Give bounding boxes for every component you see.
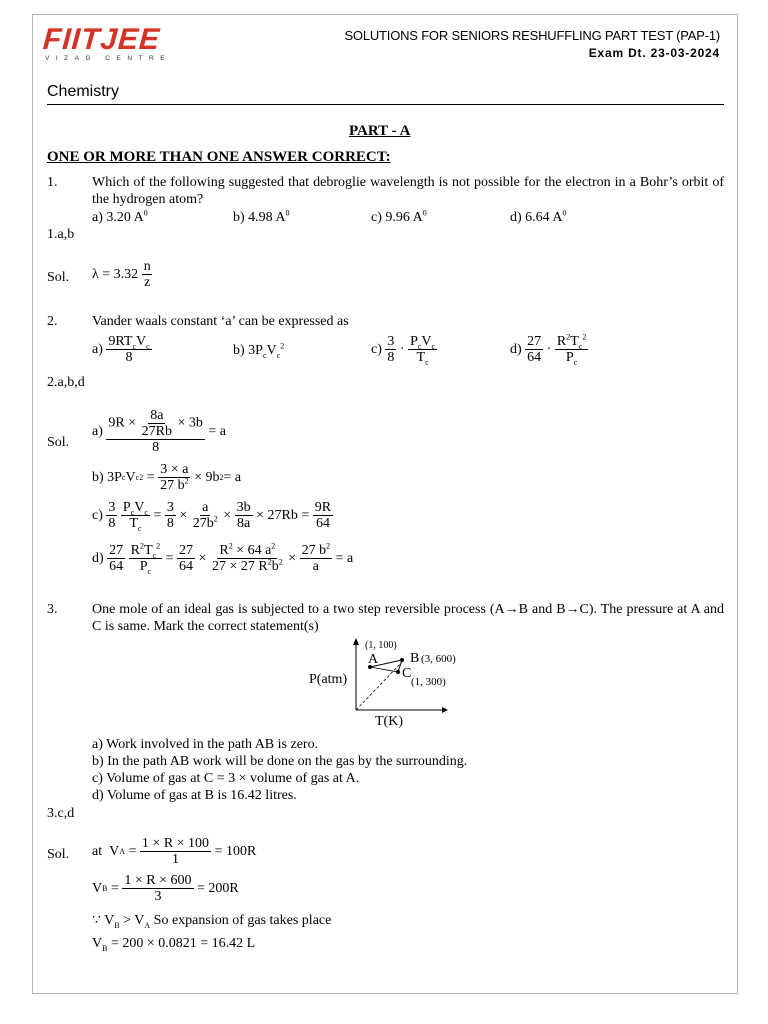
q2-option-d: d) $\frac{27}{64}$ · $\frac{R^2T_c^2}{P_c}$ — [510, 332, 587, 367]
q1-option-c: c) 9.96 $A^0$ — [371, 208, 427, 225]
q1-option-d: d) 6.64 $A^0$ — [510, 208, 567, 225]
point-b-marker — [400, 658, 404, 662]
q3-sol-vb: V B = $\frac{1 \times R \times 600}{3}$ = 200R — [92, 873, 239, 904]
exam-date: Exam Dt. 23-03-2024 — [588, 46, 720, 60]
question-3-text: One mole of an ideal gas is subjected to a two step reversible process (A→B and B→C). The pressure at A and C is same. Mark the correct statement(s) — [92, 602, 724, 634]
label-b: B — [410, 651, 420, 666]
q3-sol-label: Sol. — [47, 847, 70, 862]
question-3-answer: 3.c,d — [47, 806, 75, 821]
q3-option-d: d) Volume of gas at B is 16.42 litres. — [92, 788, 297, 803]
header-divider — [47, 104, 724, 105]
y-axis-label: P(atm) — [309, 672, 348, 687]
x-axis-label: T(K) — [375, 714, 403, 729]
q3-option-a: a) Work involved in the path AB is zero. — [92, 737, 319, 752]
question-3-number: 3. — [47, 602, 58, 617]
question-1-text: Which of the following suggested that debroglie wavelength is not possible for the electron in a Bohr’s orbit of the hydrogen atom? — [92, 175, 724, 207]
q3-sol-volume: $V_B = 200 \times 0.0821 = 16.42$ L — [92, 936, 256, 953]
q2-option-a: a) $\frac{9RT_cV_c}{8}$ — [92, 334, 150, 365]
q2-sol-a: a) 9R × $\frac{8a}{27Rb}$ × 3b 8 = a — [92, 408, 226, 455]
coord-c: (1, 300) — [411, 676, 446, 688]
q1-solution: λ = 3.32 $\frac{n}{z}$ — [92, 259, 151, 290]
q1-option-a: a) 3.20 $A^0$ — [92, 208, 148, 225]
q3-option-c: c) Volume of gas at C = 3 × volume of gas at A. — [92, 771, 360, 786]
coord-a: (1, 100) — [365, 640, 397, 651]
document-title: SOLUTIONS FOR SENIORS RESHUFFLING PART TEST (PAP-1) — [344, 28, 720, 43]
section-title: ONE OR MORE THAN ONE ANSWER CORRECT: — [47, 149, 391, 165]
fiitjee-logo: FIITJEE — [41, 23, 162, 56]
label-c: C — [402, 666, 412, 681]
q3-option-b: b) In the path AB work will be done on the gas by the surrounding. — [92, 754, 468, 769]
q2-sol-c: c) $\frac{3}{8}$ $\frac{P_cV_c}{T_c}$ = $\frac{3}{8}$ × $\frac{a}{27b^2}$ × $\frac{3b}{8a}$ × 27Rb = $\frac{9R}{64}$ — [92, 500, 332, 533]
subject-heading: Chemistry — [47, 83, 120, 100]
q3-sol-va: at V A = $\frac{1 \times R \times 100}{1}$ = 100R — [92, 836, 257, 867]
question-1-answer: 1.a,b — [47, 227, 75, 242]
q2-option-c: c) $\frac{3}{8}$ · $\frac{P_cV_c}{T_c}$ — [371, 334, 436, 367]
q3-sol-expansion: ∵ $V_B > V_A$ So expansion of gas takes place — [92, 913, 332, 930]
q1-option-b: b) 4.98 $A^0$ — [233, 208, 290, 225]
question-2-number: 2. — [47, 314, 58, 329]
logo-subtitle: VIZAG CENTRE — [45, 55, 172, 62]
q1-sol-label: Sol. — [47, 270, 70, 285]
isochore-line — [356, 662, 402, 710]
point-c-marker — [396, 670, 400, 674]
question-2-text: Vander waals constant ‘a’ can be expressed as — [92, 314, 349, 329]
label-a: A — [368, 652, 379, 667]
coord-b: (3, 600) — [421, 653, 456, 665]
q2-sol-label: Sol. — [47, 435, 70, 450]
x-axis-arrow — [442, 707, 448, 713]
y-axis-arrow — [353, 638, 359, 645]
q2-sol-b: b) 3P c V c 2 = $\frac{3 \times a}{27 b^2}$ × 9b 2 = a — [92, 462, 242, 493]
q2-sol-d: d) $\frac{27}{64}$ $\frac{R^2T_c^2}{P_c}$ = $\frac{27}{64}$ × $\frac{R^2 \times 64 a^2}{27 \times 27 R^2b^2}$ × $\frac{27 b^2}{a}$ = a — [92, 541, 354, 576]
question-1-number: 1. — [47, 175, 58, 190]
q2-option-b: b) $3P_cV_c^2$ — [233, 341, 285, 360]
question-2-answer: 2.a,b,d — [47, 375, 85, 390]
part-title: PART - A — [349, 123, 411, 139]
